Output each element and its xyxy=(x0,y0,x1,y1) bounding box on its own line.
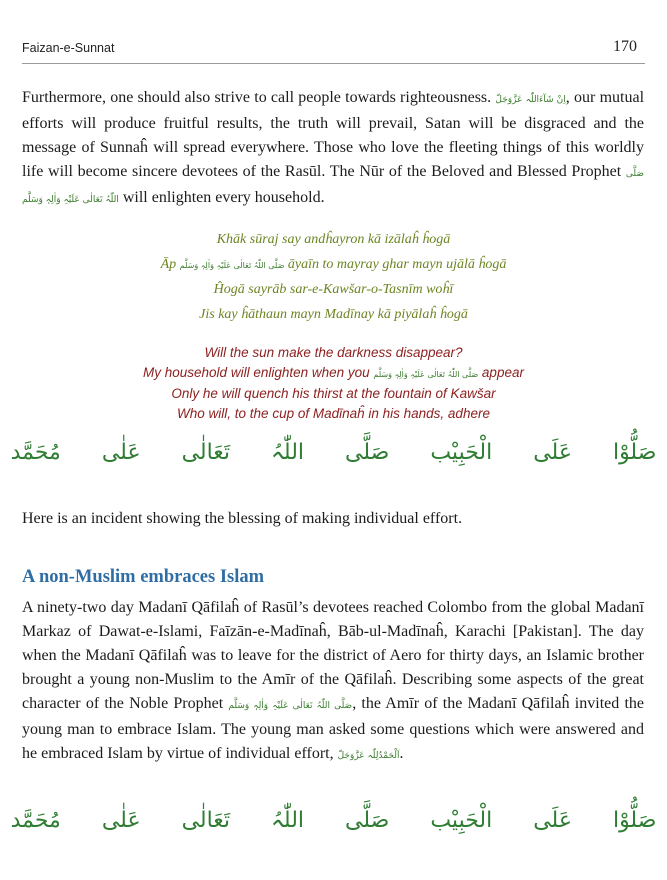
poem-urdu-line-1: Khāk sūraj say andĥayron kā izālaĥ ĥogā xyxy=(216,232,451,247)
paragraph-text: , our mutual efforts will produce fruitful results, the truth will prevail, Satan will be disgraced and the message of Sunnaĥ will spread everywhere. Those who love the fleeting things of this worldly life will become sincere devotees of the Rasūl. The Nūr of the Beloved and Blessed Prophet xyxy=(22,89,645,180)
durood-right: صَلُّوْا عَلَی الْحَبِیْب xyxy=(430,440,657,465)
poem-text: āyaīn to mayray ghar mayn ujālā ĥogā xyxy=(287,256,507,272)
durood-left: صَلَّی اللّٰہُ تَعَالٰی عَلٰی مُحَمَّد xyxy=(10,440,390,465)
arabic-alhamdulillah: اَلْحَمْدُلِلّٰہ عَزَّوَجَلّ xyxy=(337,751,400,761)
paragraph-text: will enlighten every household. xyxy=(122,189,325,206)
poem-urdu-line-4: Jis kay ĥāthaun mayn Madīnay kā piyālaĥ ĥogā xyxy=(199,306,468,322)
paragraph-incident-intro: Here is an incident showing the blessing of making individual effort. xyxy=(22,510,463,527)
paragraph-text: Furthermore, one should also strive to call people towards righteousness. xyxy=(22,89,492,106)
arabic-salutation: صَلَّی اللّٰہُ تَعَالٰی عَلَیْہِ وَاٰلِہٖ وَسَلَّم xyxy=(179,260,285,270)
poem-text: appear xyxy=(481,364,524,380)
paragraph-text: , the Amīr of the Madanī Qāfilaĥ invited the young man to embrace Islam. The young man asked some questions which were answered and he embraced Islam by virtue of individual effort, xyxy=(22,695,644,762)
section-heading: A non-Muslim embraces Islam xyxy=(22,567,265,587)
book-title: Faizan-e-Sunnat xyxy=(22,41,115,55)
paragraph-text: A ninety-two day Madanī Qāfilaĥ of Rasūl’s devotees reached Colombo from the global Madanī Markaz of Dawat-e-Islami, Faīzān-e-Madīnaĥ, Bāb-ul-Madīnaĥ, Karachi [Pakistan]. The day when the Madanī Qāfilaĥ was to leave for the district of Aero for thirty days, an Islamic brother brought a young non-Muslim to the Amīr of the Qāfilaĥ. Describing some aspects of the great character of the Noble Prophet xyxy=(22,599,644,712)
paragraph-incident xyxy=(22,596,644,768)
paragraph-text: . xyxy=(399,745,404,762)
arabic-salutation: صَلَّی اللّٰہُ تَعَالٰی عَلَیْہِ وَاٰلِہٖ وَسَلَّم xyxy=(373,369,479,379)
durood-right: صَلُّوْا عَلَی الْحَبِیْب xyxy=(430,808,657,833)
poem-text: My household will enlighten when you xyxy=(143,364,370,380)
arabic-salutation: صَلَّی اللّٰہُ تَعَالٰی عَلَیْہِ وَاٰلِہٖ وَسَلَّم xyxy=(228,701,353,711)
paragraph-righteousness xyxy=(22,86,644,212)
durood-calligraphy xyxy=(0,808,667,833)
poem-english-line-1: Will the sun make the darkness disappear? xyxy=(204,345,463,360)
poem-text: Āp xyxy=(160,256,177,272)
poem-english-line-2 xyxy=(0,363,667,385)
poem-english-line-3: Only he will quench his thirst at the fountain of Kawšar xyxy=(171,386,496,401)
page-number: 170 xyxy=(613,38,637,55)
arabic-salutation: صَلَّی اللّٰہُ تَعَالٰی عَلَیْہِ وَاٰلِہٖ وَسَلَّم xyxy=(22,169,644,205)
poem-urdu-line-2 xyxy=(0,253,667,279)
durood-left: صَلَّی اللّٰہُ تَعَالٰی عَلٰی مُحَمَّد xyxy=(10,808,390,833)
header-divider xyxy=(22,63,645,64)
poem-english-line-4: Who will, to the cup of Madīnaĥ in his hands, adhere xyxy=(177,405,490,421)
durood-calligraphy xyxy=(0,440,667,465)
poem-english xyxy=(0,343,667,423)
arabic-inshaallah: اِنْ شَآءَاللّٰہ عَزَّوَجَلّ xyxy=(495,95,566,105)
poem-urdu-line-3: Ĥogā sayrāb sar-e-Kawšar-o-Tasnīm woĥī xyxy=(213,282,454,297)
poem-urdu xyxy=(0,228,667,327)
